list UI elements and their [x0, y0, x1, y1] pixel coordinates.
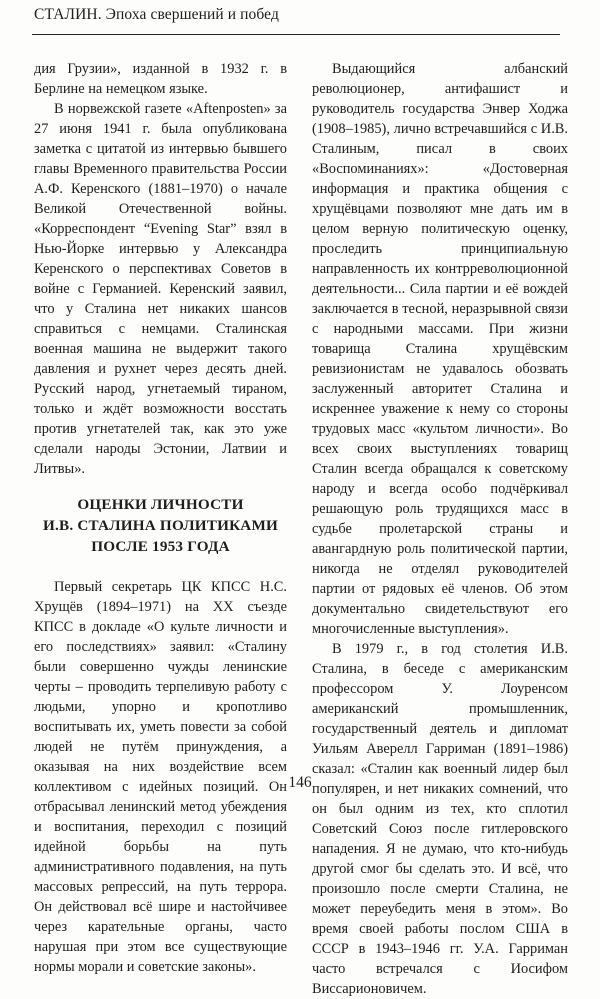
right-paragraph-harriman: В 1979 г., в год столетия И.В. Сталина, в беседе с американским профессором У. Лоуренсом американский промышленник, государственный деятель и дипломат Уильям Аверелл Гарриман (1891–1986) сказал: «Сталин как военный лидер был популярен, и нет никаких сомнений, что он был одним из тех, кто сплотил Советский Союз после гитлеровского нападения. Я не думаю, что кто-нибудь другой смог бы сделать это. И всё, что произошло после смерти Сталина, не может переубедить меня в этом». Во время своей работы послом США в СССР в 1943–1946 гг. У.А. Гарриман часто встречался с Иосифом Виссарионовичем.: [312, 641, 568, 997]
section-heading-line-2: И.В. СТАЛИНА ПОЛИТИКАМИ: [42, 517, 279, 534]
right-column: [312, 59, 568, 999]
left-column: [34, 59, 287, 977]
left-paragraph-continued: дия Грузии», изданной в 1932 г. в Берлине на немецком языке.: [34, 61, 287, 97]
right-paragraph-hoxha: Выдающийся албанский революционер, антифашист и руководитель государства Энвер Ходжа (1908–1985), лично встречавшийся с И.В. Сталиным, писал в своих «Воспоминаниях»: «Достоверная информация и практика общения с хрущёвцами позволяют мне дать им в целом верную политическую оценку, проследить принципиальную направленность их контрреволюционной деятельности... Сила партии и её вождей заключается в тесной, неразрывной связи с народными массами. При жизни товарища Сталина хрущёвским ревизионистам не удавалось обозвать заслуженный авторитет Сталина и искреннее уважение к нему со стороны трудовых масс «культом личности». Во всех своих выступлениях товарищ Сталин всегда обращался к советскому народу и всегда особо подчёркивал решающую роль трудящихся масс в судьбе пролетарской страны и авангардную роль политической партии, никогда не отделял руководителей партии от рядовых её членов. Об этом документально свидетельствуют его многочисленные выступления».: [312, 61, 568, 637]
section-heading: [34, 494, 287, 557]
left-paragraph-aftenposten: В норвежской газете «Aftenposten» за 27 июня 1941 г. была опубликована заметка с цитатой из интервью бывшего главы Временного правительства России А.Ф. Керенского (1881–1970) о начале Великой Отечественной войны. «Корреспондент “Evening Star” взял в Нью-Йорке интервью у Александра Керенского о перспективах Советов в войне с Германией. Керенский заявил, что у Сталина нет никаких шансов справиться с немцами. Сталинская военная машина не выдержит такого давления и рухнет через десять дней. Русский народ, угнетаемый тираном, только и ждёт возможности восстать против угнетателей так, как это уже сделали народы Эстонии, Латвии и Литвы».: [34, 101, 287, 477]
page-number: 146: [288, 774, 312, 791]
section-heading-line-1: ОЦЕНКИ ЛИЧНОСТИ: [77, 496, 244, 513]
left-paragraph-khrushchev: Первый секретарь ЦК КПСС Н.С. Хрущёв (1894–1971) на XX съезде КПСС в докладе «О культе личности и его последствиях» заявил: «Сталину были совершенно чужды ленинские черты – проводить терпеливую работу с людьми, упорно и кропотливо воспитывать их, уметь повести за собой людей не путём принуждения, а оказывая на них воздействие всем коллективом с идейных позиций. Он отбрасывал ленинский метод убеждения и воспитания, переходил с позиций идейной борьбы на путь административного подавления, на путь массовых репрессий, на путь террора. Он действовал всё шире и настойчивее через карательные органы, часто нарушая при этом все существующие нормы морали и советские законы».: [34, 579, 287, 975]
section-heading-line-3: ПОСЛЕ 1953 ГОДА: [91, 538, 230, 555]
header-rule: [32, 34, 560, 35]
running-head-title: СТАЛИН. Эпоха свершений и побед: [34, 6, 279, 23]
